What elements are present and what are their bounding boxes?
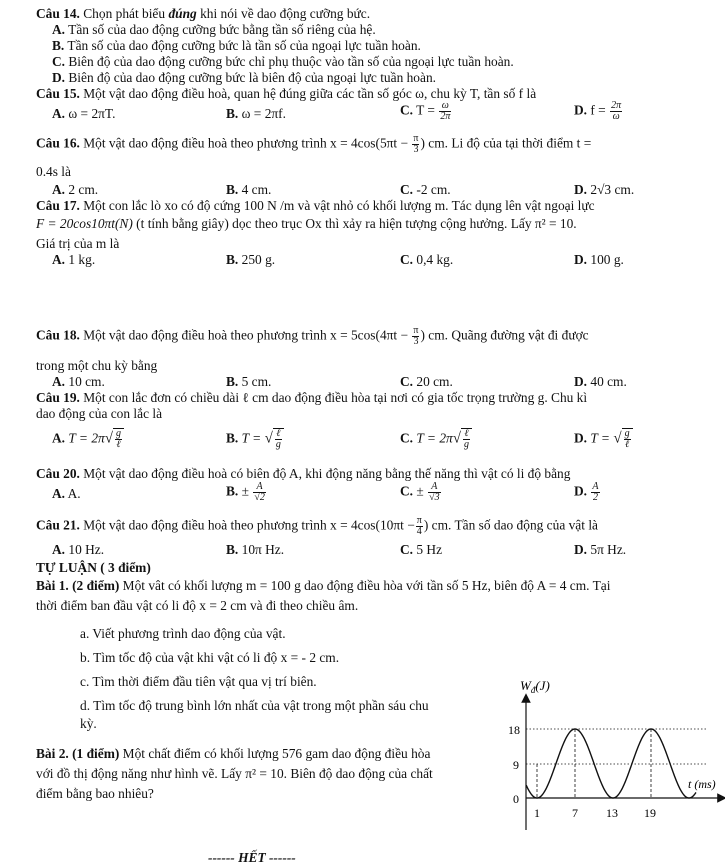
q20-stem: Câu 20. Một vật dao động điều hoà có biên độ A, khi động năng bằng thế năng thì vật có li độ bằng — [36, 466, 571, 481]
q18-stem: Câu 18. Một vật dao động điều hoà theo phương trình x = 5cos(4πt − $\frac{\pi}{3}$ ) cm. Quãng đường vật đi được — [36, 325, 589, 347]
q14-option-b[interactable]: B. Tần số của dao động cưỡng bức là tần số của ngoại lực tuần hoàn. — [52, 38, 421, 53]
bai1-part-c: c. Tìm thời điểm đầu tiên vật qua vị trí biên. — [80, 674, 317, 689]
q18-option-c[interactable]: C. 20 cm. — [400, 374, 453, 389]
q21-option-d[interactable]: D. 5π Hz. — [574, 542, 627, 557]
bai1-part-b: b. Tìm tốc độ của vật khi vật có li độ x = - 2 cm. — [80, 650, 340, 665]
y-axis-label: $W_đ(J)$ — [520, 678, 550, 695]
q14-label: Câu 14. — [36, 6, 80, 21]
q16-stem: Câu 16. Một vật dao động điều hoà theo phương trình x = 4cos(5πt − $\frac{\pi}{3}$ ) cm. Li độ của tại thời điểm t = — [36, 133, 592, 155]
bai2-stem-line3: điểm bằng bao nhiêu? — [36, 786, 154, 801]
q17-option-d[interactable]: D. 100 g. — [574, 252, 624, 267]
q16-option-a[interactable]: A. 2 cm. — [52, 182, 99, 197]
q15-option-c[interactable]: C. T = $\frac{\omega}{2\pi}$ — [400, 100, 451, 122]
bai1-part-d-cont: kỳ. — [80, 716, 97, 731]
q18-option-a[interactable]: A. 10 cm. — [52, 374, 105, 389]
q14-option-d[interactable]: D. Biên độ của dao động cưỡng bức là biên độ của ngoại lực tuần hoàn. — [52, 70, 436, 85]
q21-option-c[interactable]: C. 5 Hz — [400, 542, 443, 557]
q20-option-c[interactable]: C. ± $\frac{A}{√3}$ — [400, 481, 440, 503]
q14-option-a[interactable]: A. Tần số của dao động cưỡng bức bằng tần số riêng của hệ. — [52, 22, 376, 37]
q20-option-d[interactable]: D. $\frac{A}{2}$ — [574, 481, 599, 503]
q15-stem: Câu 15. Một vật dao động điều hoà, quan hệ đúng giữa các tần số góc ω, chu kỳ T, tần số f là — [36, 86, 537, 101]
q21-option-b[interactable]: B. 10π Hz. — [226, 542, 285, 557]
q17-stem-line2: F = 20cos10πt(N) (t tính bằng giây) dọc theo trục Ox thì xảy ra hiện tượng cộng hưởng. Lấy π² = 10. — [36, 216, 577, 231]
q15-option-d[interactable]: D. f = $\frac{2\pi}{\omega}$ — [574, 100, 622, 122]
q19-stem: Câu 19. Một con lắc đơn có chiều dài ℓ cm dao động điều hòa tại nơi có gia tốc trọng trường g. Chu kì — [36, 390, 588, 405]
q20-option-b[interactable]: B. ± $\frac{A}{√2}$ — [226, 481, 265, 503]
x-tick-13: 13 — [606, 806, 618, 820]
q17-option-a[interactable]: A. 1 kg. — [52, 252, 96, 267]
bai1-stem-cont: thời điểm ban đầu vật có li độ x = 2 cm và đi theo chiều âm. — [36, 598, 359, 613]
x-tick-19: 19 — [644, 806, 656, 820]
energy-curve — [526, 729, 696, 798]
bai1-stem: Bài 1. (2 điểm) Một vât có khối lượng m = 100 g dao động điều hòa với tần số 5 Hz, biên độ A = 4 cm. Tại — [36, 578, 611, 593]
q18-option-d[interactable]: D. 40 cm. — [574, 374, 627, 389]
q14-option-c[interactable]: C. Biên độ của dao động cưỡng bức chỉ phụ thuộc vào tần số của ngoại lực tuần hoàn. — [52, 54, 514, 69]
q19-option-b[interactable]: B. T = √ $\frac{\text{ℓ}}{g}$ — [226, 428, 284, 450]
bai1-part-d: d. Tìm tốc độ trung bình lớn nhất của vật trong một phần sáu chu — [80, 698, 429, 713]
y-tick-18: 18 — [508, 723, 520, 737]
essay-heading: TỰ LUẬN ( 3 điểm) — [36, 560, 151, 575]
bai1-part-a: a. Viết phương trình dao động của vật. — [80, 626, 286, 641]
q18-stem-cont: trong một chu kỳ bằng — [36, 358, 158, 373]
q15-option-b[interactable]: B. ω = 2πf. — [226, 106, 286, 121]
q14-stem: Câu 14. Chọn phát biểu đúng khi nói về dao động cưỡng bức. — [36, 6, 371, 21]
q21-stem: Câu 21. Một vật dao động điều hoà theo phương trình x = 4cos(10πt − $\frac{\pi}{4}$ ) cm. Tần số dao động của vật là — [36, 515, 598, 537]
bai2-stem-line2: với đồ thị động năng như hình vẽ. Lấy π² = 10. Biên độ dao động của chất — [36, 766, 433, 781]
bai2-stem: Bài 2. (1 điểm) Một chất điểm có khối lượng 576 gam dao động điều hòa — [36, 746, 431, 761]
q17-option-c[interactable]: C. 0,4 kg. — [400, 252, 454, 267]
q19-stem-cont: dao động của con lắc là — [36, 406, 163, 421]
x-tick-1: 1 — [534, 806, 540, 820]
y-tick-9: 9 — [513, 758, 519, 772]
q21-option-a[interactable]: A. 10 Hz. — [52, 542, 105, 557]
x-tick-7: 7 — [572, 806, 578, 820]
y-tick-0: 0 — [513, 792, 519, 806]
q17-option-b[interactable]: B. 250 g. — [226, 252, 276, 267]
q16-option-d[interactable]: D. 2√3 cm. — [574, 182, 635, 197]
q16-option-c[interactable]: C. -2 cm. — [400, 182, 451, 197]
q19-option-a[interactable]: A. T = 2π√ $\frac{g}{\text{ℓ}}$ — [52, 428, 124, 450]
q19-option-c[interactable]: C. T = 2π√ $\frac{\text{ℓ}}{g}$ — [400, 428, 472, 450]
q17-stem: Câu 17. Một con lắc lò xo có độ cứng 100 N /m và vật nhỏ có khối lượng m. Tác dụng lên vật ngoại lực — [36, 198, 595, 213]
q20-option-a[interactable]: A. A. — [52, 486, 81, 501]
x-axis-label: t (ms) — [688, 777, 716, 791]
q16-stem-cont: 0.4s là — [36, 164, 71, 179]
kinetic-energy-graph — [500, 670, 725, 840]
q17-stem-cont: Giá trị của m là — [36, 236, 120, 251]
q18-option-b[interactable]: B. 5 cm. — [226, 374, 272, 389]
q16-option-b[interactable]: B. 4 cm. — [226, 182, 272, 197]
q19-option-d[interactable]: D. T = √ $\frac{g}{\text{ℓ}}$ — [574, 428, 633, 450]
q15-option-a[interactable]: A. ω = 2πT. — [52, 106, 116, 121]
end-mark: ------ HẾT ------ — [208, 850, 296, 865]
